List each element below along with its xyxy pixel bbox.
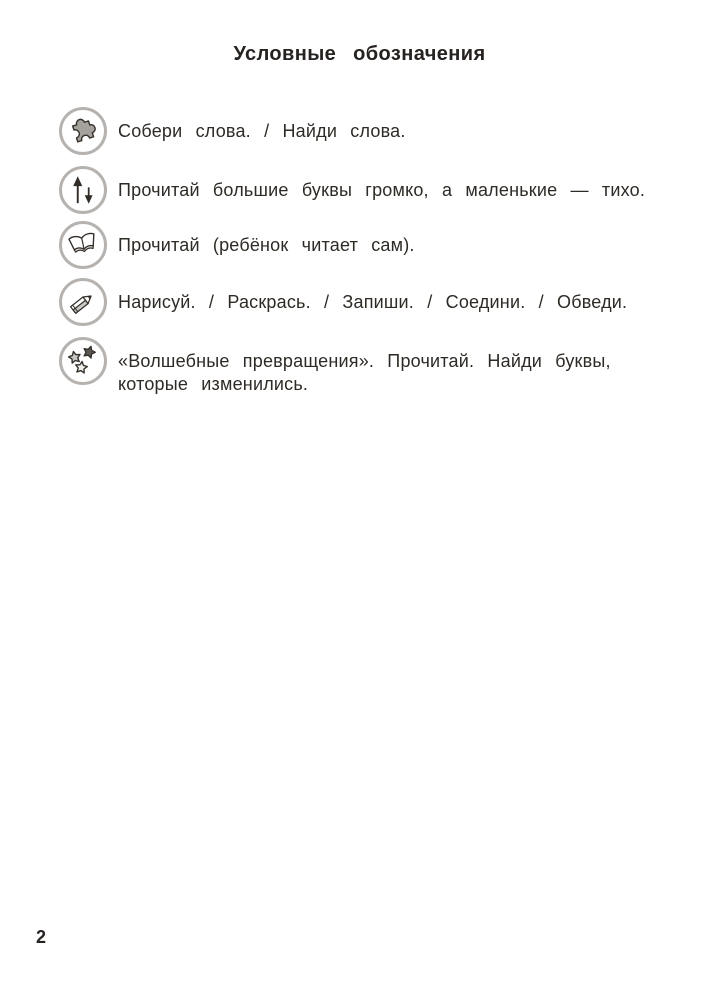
magic-stars-icon [59, 337, 107, 385]
page-title: Условные обозначения [233, 43, 486, 65]
arrows-up-down-icon [59, 166, 107, 214]
legend-text: «Волшебные превращения». Прочитай. Найди буквы, которые изменились. [118, 351, 611, 394]
legend-row [59, 278, 670, 326]
page-number: 2 [36, 927, 47, 947]
open-book-icon [59, 221, 107, 269]
legend-text: Прочитай большие буквы громко, а маленькие — тихо. [118, 179, 646, 200]
legend-row [59, 337, 670, 396]
legend-row [59, 166, 670, 214]
puzzle-icon [59, 107, 107, 155]
legend-row [59, 221, 670, 269]
legend-text: Прочитай (ребёнок читает сам). [118, 234, 415, 255]
legend-text: Собери слова. / Найди слова. [118, 120, 406, 141]
legend-row [59, 107, 670, 155]
pencil-icon [59, 278, 107, 326]
legend-text: Нарисуй. / Раскрась. / Запиши. / Соедини. / Обведи. [118, 291, 628, 312]
